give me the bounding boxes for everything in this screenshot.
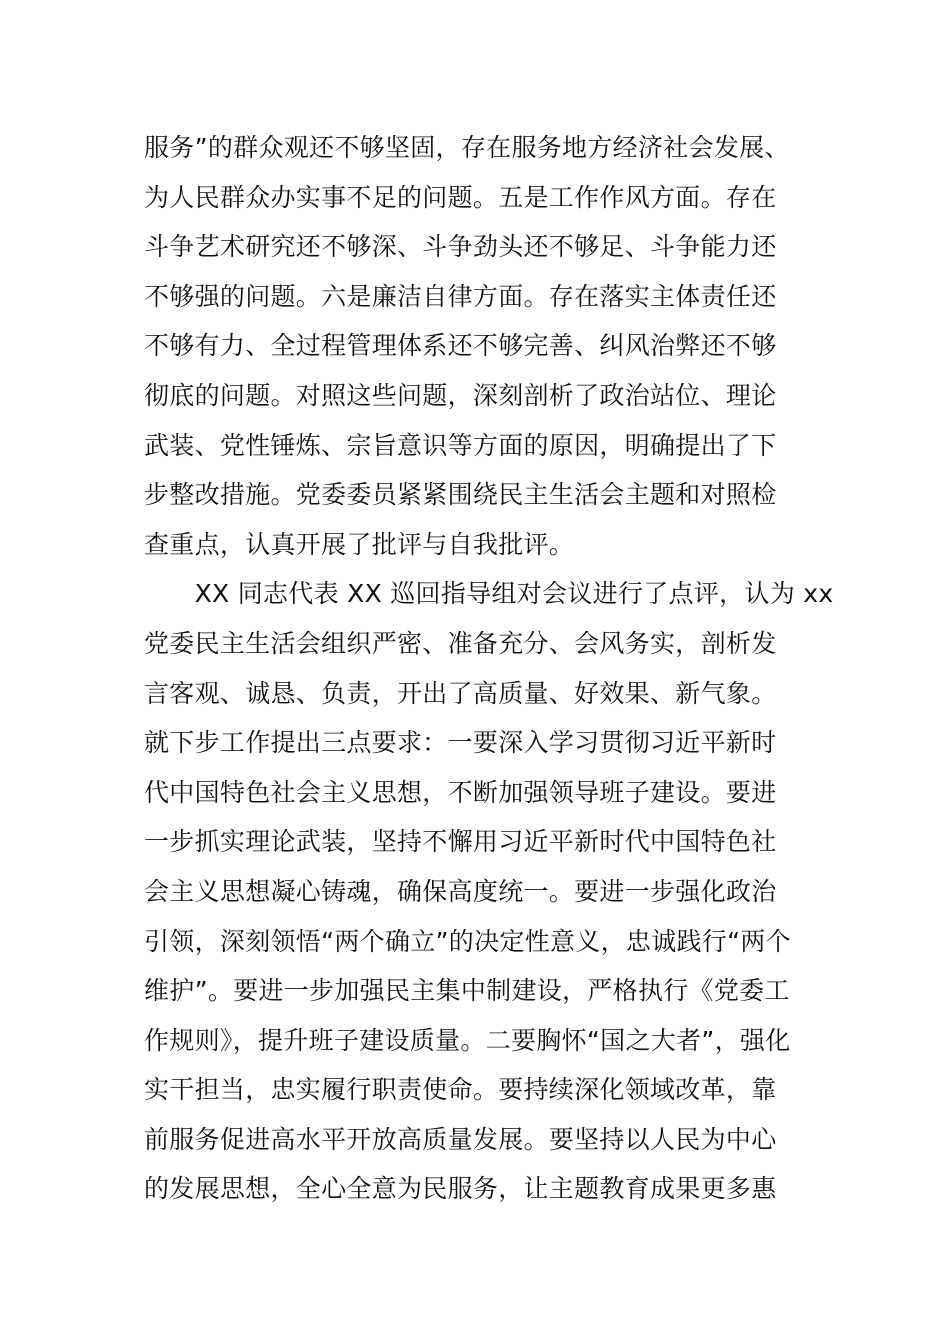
text-line: 维护”。要进一步加强民主集中制建设，严格执行《党委工: [144, 976, 790, 1006]
text-line: 一步抓实理论武装，坚持不懈用习近平新时代中国特色社: [144, 827, 777, 857]
body-text: [144, 123, 834, 1214]
text-line: 的发展思想，全心全意为民服务，让主题教育成果更多惠: [144, 1174, 777, 1204]
text-line: 代中国特色社会主义思想，不断加强领导班子建设。要进: [144, 777, 777, 807]
text-line: 引领，深刻领悟“两个确立”的决定性意义，忠诚践行“两个: [144, 926, 791, 956]
text-line: 作规则》，提升班子建设质量。二要胸怀“国之大者”，强化: [144, 1025, 791, 1055]
text-line: 彻底的问题。对照这些问题，深刻剖析了政治站位、理论: [144, 380, 777, 410]
text-line: 为人民群众办实事不足的问题。五是工作作风方面。存在: [144, 182, 777, 212]
text-line: 言客观、诚恳、负责，开出了高质量、好效果、新气象。: [144, 678, 777, 708]
text-line: 实干担当，忠实履行职责使命。要持续深化领域改革，靠: [144, 1075, 777, 1105]
text-line: 就下步工作提出三点要求：一要深入学习贯彻习近平新时: [144, 728, 777, 758]
text-line: 会主义思想凝心铸魂，确保高度统一。要进一步强化政治: [144, 876, 777, 906]
text-line: 不够有力、全过程管理体系还不够完善、纠风治弊还不够: [144, 331, 777, 361]
text-line: 武装、党性锤炼、宗旨意识等方面的原因，明确提出了下: [144, 430, 777, 460]
text-line: 前服务促进高水平开放高质量发展。要坚持以人民为中心: [144, 1124, 777, 1154]
text-line: 党委民主生活会组织严密、准备充分、会风务实，剖析发: [144, 628, 777, 658]
text-line: 斗争艺术研究还不够深、斗争劲头还不够足、斗争能力还: [144, 232, 777, 262]
text-line: 步整改措施。党委委员紧紧围绕民主生活会主题和对照检: [144, 480, 777, 510]
text-line: 查重点，认真开展了批评与自我批评。: [144, 529, 575, 559]
text-line: XX 同志代表 XX 巡回指导组对会议进行了点评，认为 xx: [144, 579, 834, 609]
text-line: 服务”的群众观还不够坚固，存在服务地方经济社会发展、: [144, 133, 790, 162]
text-line: 不够强的问题。六是廉洁自律方面。存在落实主体责任还: [144, 281, 777, 311]
